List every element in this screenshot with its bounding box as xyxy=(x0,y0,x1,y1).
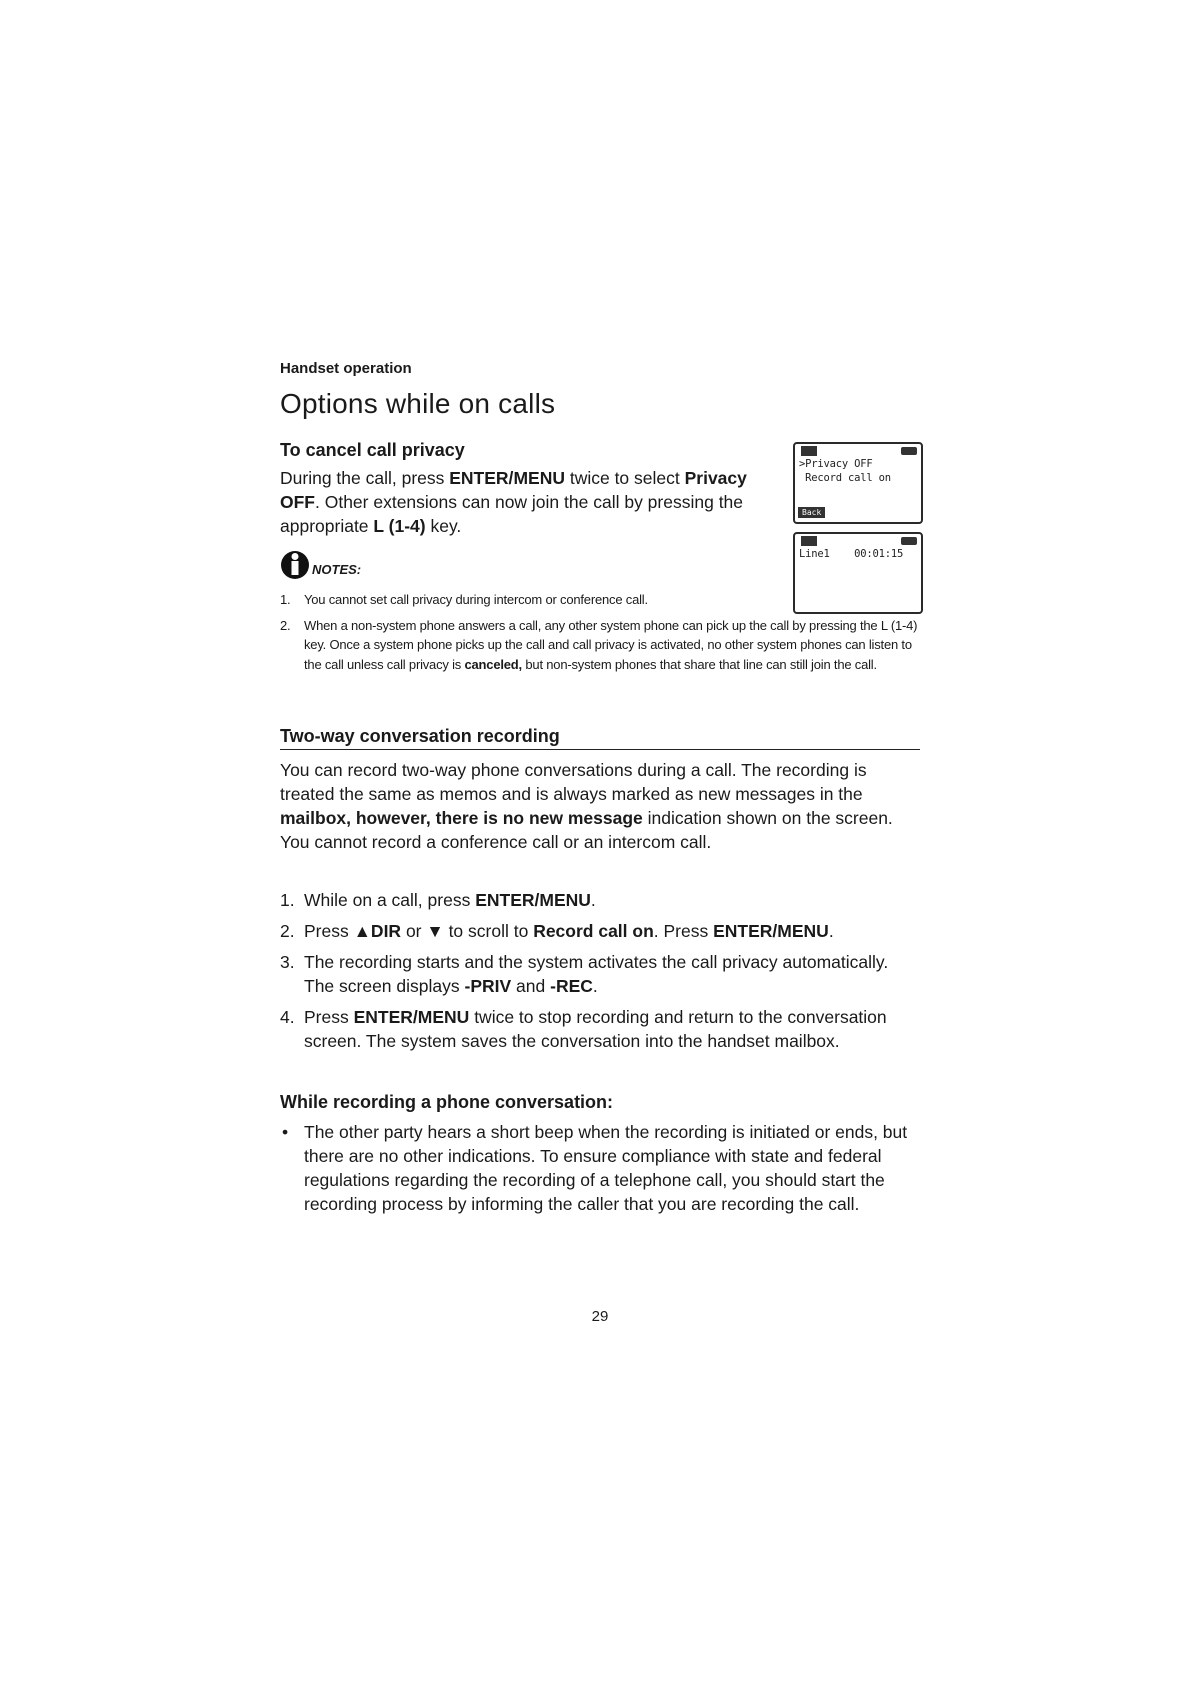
notes-header xyxy=(280,548,361,580)
bullet-item: • The other party hears a short beep when the recording is initiated or ends, but there are no other indications. To ensure compliance with state and federal regulations regarding the recording of a telephone call, you should start the recording process by informing the caller that you are recording the call. xyxy=(282,1122,908,1214)
lcd-menu-line-1: >Privacy OFF xyxy=(799,458,873,470)
page-title: Options while on calls xyxy=(280,388,556,419)
notes-list xyxy=(280,590,920,680)
lcd-menu-line-2: Record call on xyxy=(799,472,891,484)
signal-icon xyxy=(801,446,817,456)
lcd-softkey-back: Back xyxy=(798,507,825,518)
manual-page xyxy=(280,0,920,1684)
recording-steps xyxy=(280,888,920,1060)
while-recording-heading: While recording a phone conversation: xyxy=(280,1092,614,1112)
recording-paragraph: You can record two-way phone conversations during a call. The recording is treated the same as memos and is always marked as new messages in the mailbox, however, there is no new message indication shown on the screen. You cannot record a conference call or an intercom call. xyxy=(280,760,893,852)
notes-label: NOTES: xyxy=(312,562,362,577)
battery-icon xyxy=(901,537,917,545)
cancel-privacy-heading: To cancel call privacy xyxy=(280,440,465,460)
step-item: 1. While on a call, press ENTER/MENU. xyxy=(280,890,596,910)
lcd-call-line: Line1 00:01:15 xyxy=(799,548,904,560)
step-item: 4. Press ENTER/MENU twice to stop recording and return to the conversation screen. The system saves the conversation into the handset mailbox. xyxy=(280,1007,887,1051)
step-item: 3. The recording starts and the system activates the call privacy automatically. The screen displays -PRIV and -REC. xyxy=(280,952,889,996)
section-label: Handset operation xyxy=(280,360,412,377)
cancel-privacy-paragraph: During the call, press ENTER/MENU twice to select Privacy OFF. Other extensions can now join the call by pressing the appropriate L (1-4) key. xyxy=(280,468,747,536)
recording-heading: Two-way conversation recording xyxy=(280,726,920,750)
signal-icon xyxy=(801,536,817,546)
lcd-status-bar xyxy=(799,536,917,546)
step-item: 2. Press ▲DIR or ▼ to scroll to Record call on. Press ENTER/MENU. xyxy=(280,921,834,941)
note-item: 2. When a non-system phone answers a call, any other system phone can pick up the call by pressing the L (1-4) key. Once a system phone picks up the call and call privacy is activated, no other system phones can listen to the call unless call privacy is canceled, but non-system phones that share that line can still join the call. xyxy=(280,617,918,672)
info-icon xyxy=(280,548,310,580)
while-recording-list xyxy=(280,1120,920,1216)
lcd-status-bar xyxy=(799,446,917,456)
handset-screen-privacy-menu xyxy=(793,442,923,524)
page-number: 29 xyxy=(591,1308,609,1325)
note-item: 1. You cannot set call privacy during intercom or conference call. xyxy=(280,592,648,607)
battery-icon xyxy=(901,447,917,455)
